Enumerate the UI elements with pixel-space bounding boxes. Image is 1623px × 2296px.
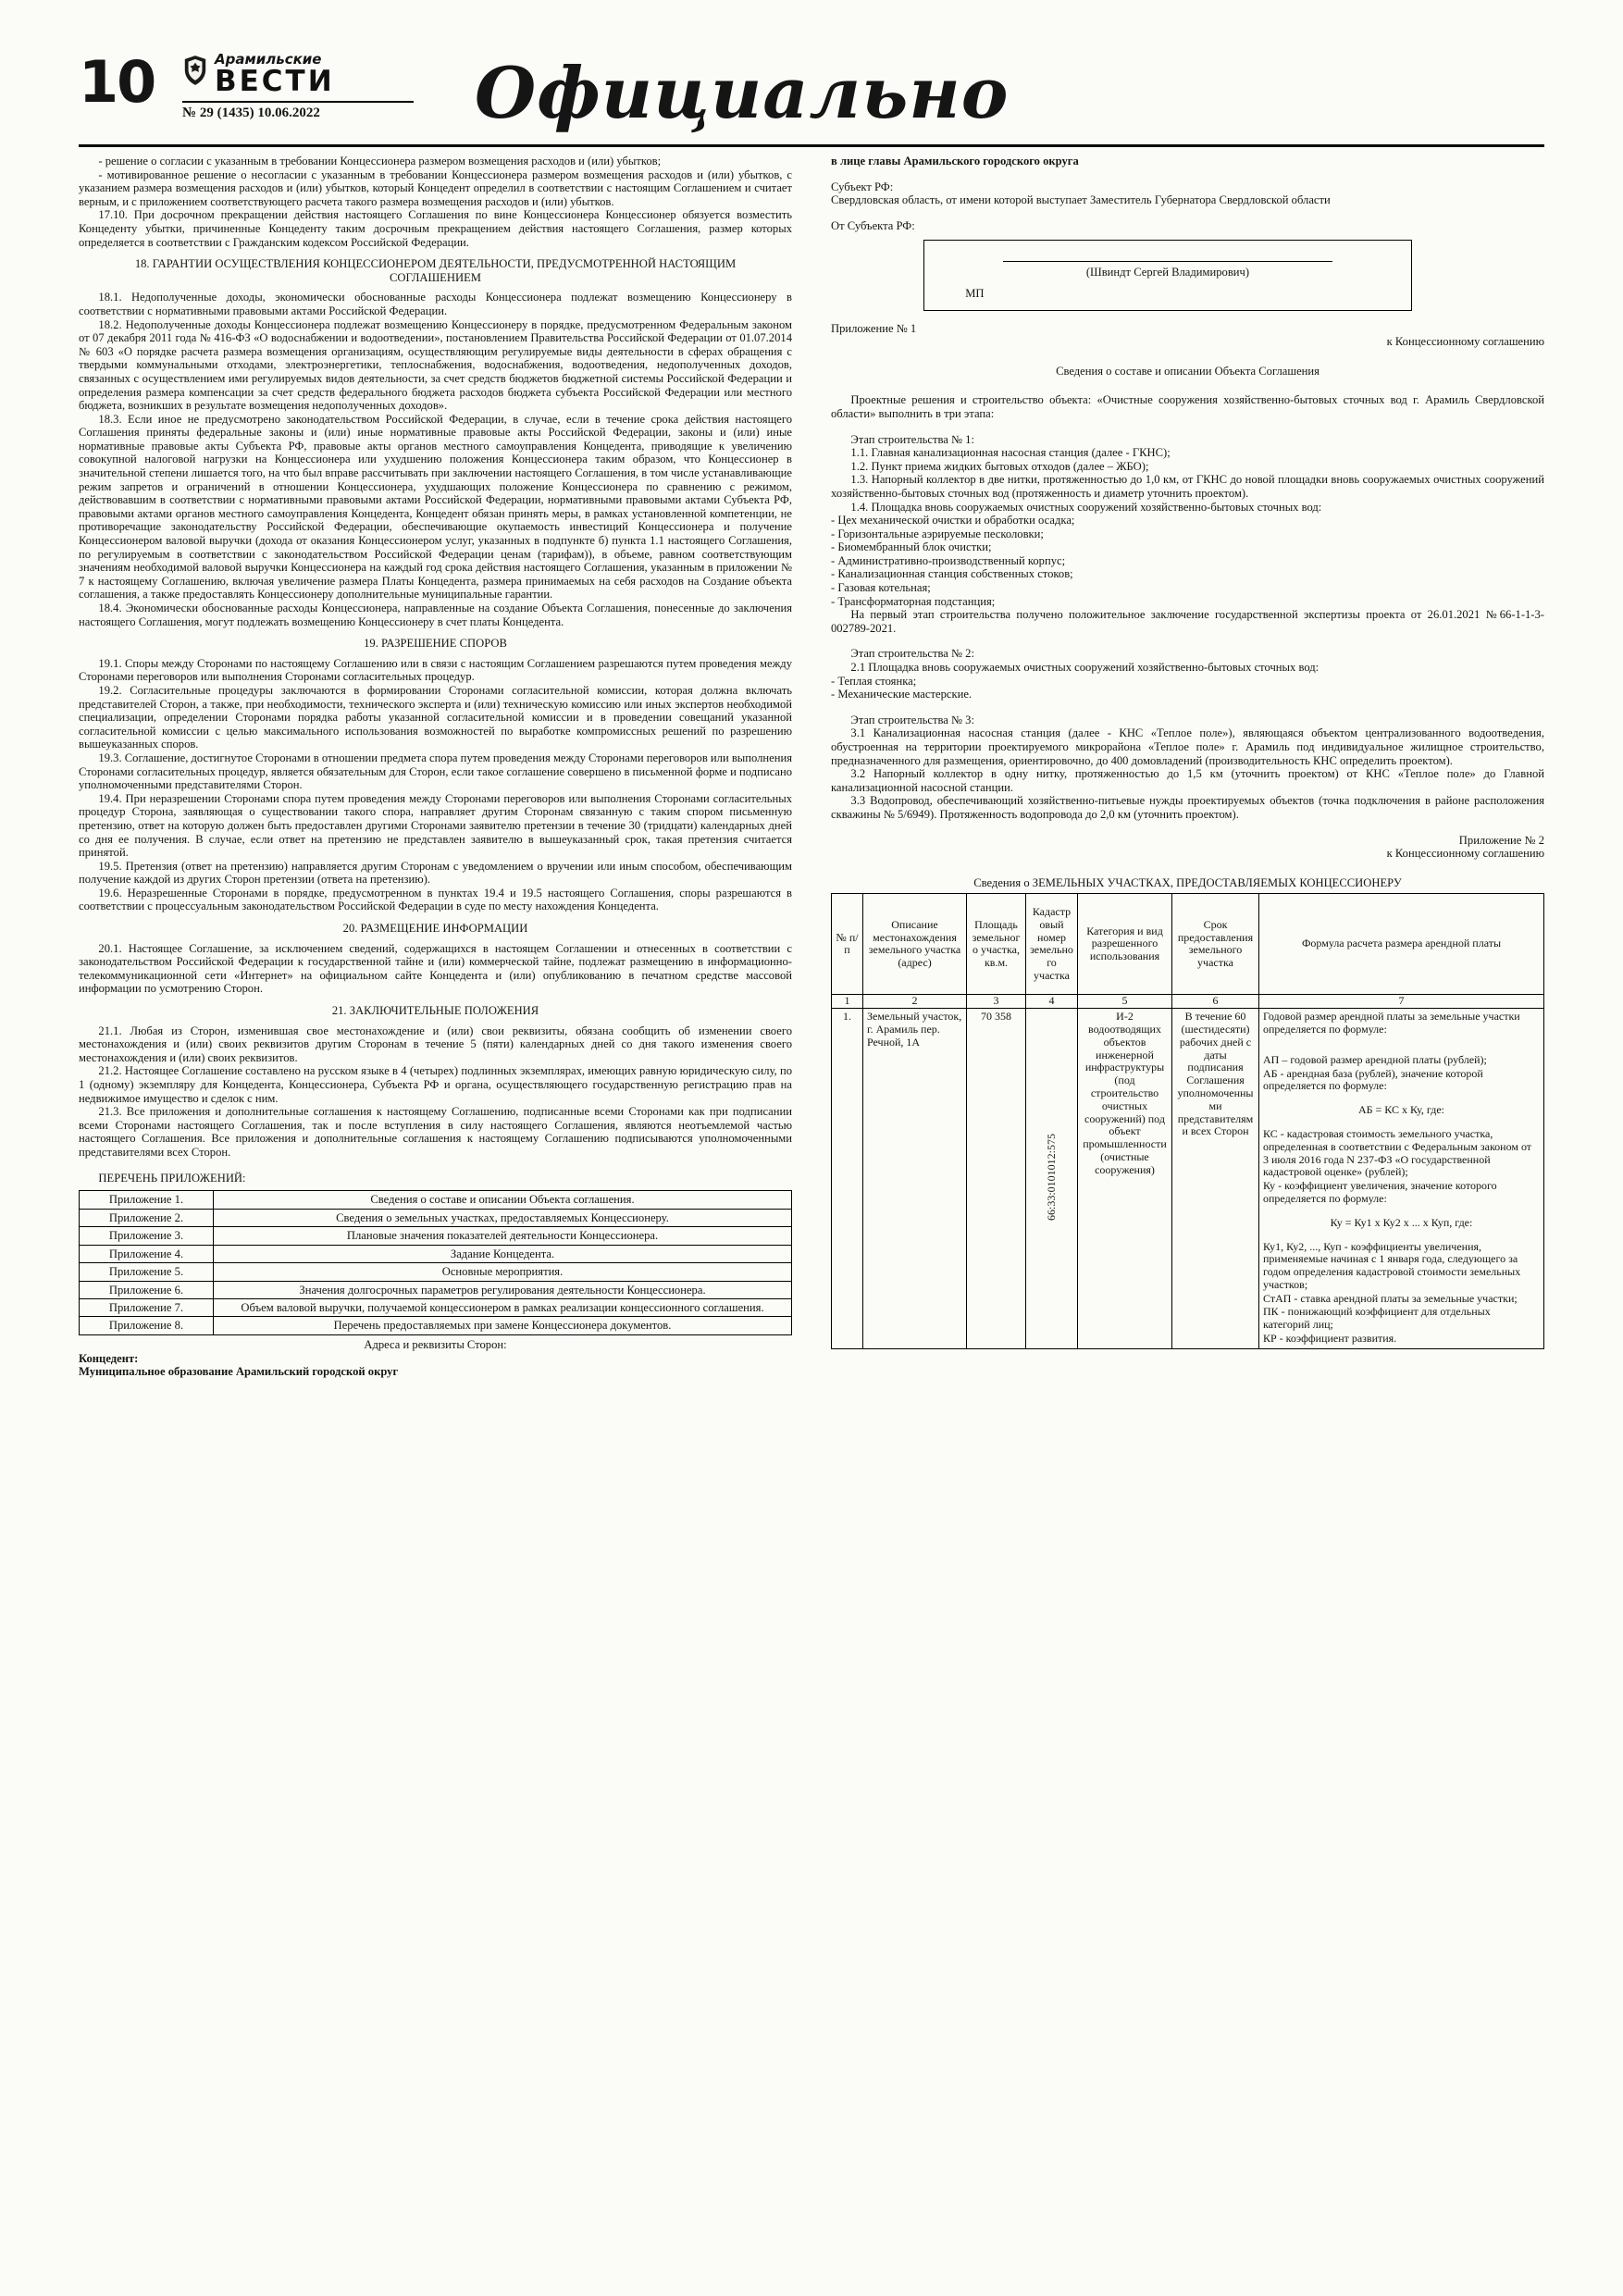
col-header-num: № п/п <box>832 894 863 995</box>
table-cell: Основные мероприятия. <box>214 1263 792 1281</box>
formula-line <box>1263 1094 1540 1101</box>
concedent-name: Муниципальное образование Арамильский городской округ <box>79 1365 399 1379</box>
paragraph: 19.3. Соглашение, достигнутое Сторонами в отношении предмета спора путем проведения между Сторонами переговоров или выполнения Сторонами согласительных процедур, является обязательным для Сторон, если такое соглашение совершено в письменной форме и подписано уполномоченными представителями Сторон. <box>79 751 792 792</box>
table-cell: Приложение 8. <box>80 1317 214 1334</box>
section-heading: 21. ЗАКЛЮЧИТЕЛЬНЫЕ ПОЛОЖЕНИЯ <box>331 1004 539 1018</box>
masthead-text <box>215 52 335 96</box>
paragraph: - Биомембранный блок очистки; <box>831 540 992 554</box>
table-cell: Задание Концедента. <box>214 1245 792 1262</box>
paragraph: 3.1 Канализационная насосная станция (далее - КНС «Теплое поле»), являющаяся объектом централизованного водоотведения, обустроенная на территории проектируемого микрорайона «Теплое поле» г. Арамиль под индивидуальное жилищное строительство, предназначенного для размещения, ориентировочно, до 400 домовладений (производительность КНС определить проектом). <box>831 726 1544 767</box>
left-column <box>79 155 792 1379</box>
paragraph: 17.10. При досрочном прекращении действия настоящего Соглашения по вине Концессионера Концессионер обязуется возместить Концеденту убытки, причиненные Концеденту таким досрочным прекращением действия настоящего Соглашения, размер которых определяется в соответствии с Гражданским кодексом Российской Федерации. <box>79 208 792 249</box>
col-header-category: Категория и вид разрешенного использования <box>1078 894 1172 995</box>
paragraph: - Механические мастерские. <box>831 688 973 701</box>
col-number: 6 <box>1172 995 1259 1009</box>
land-table-data-row <box>832 1009 1544 1349</box>
signature-name: (Швиндт Сергей Владимирович) <box>1085 266 1250 279</box>
page-header <box>79 46 1544 147</box>
table-cell: Приложение 4. <box>80 1245 214 1262</box>
paragraph: На первый этап строительства получено положительное заключение государственной экспертизы проекта от 26.01.2021 №66-1-1-3-002789-2021. <box>831 608 1544 635</box>
formula-line: КС - кадастровая стоимость земельного участка, определенная в соответствии с Федеральным законом от 3 июля 2016 года N 237-ФЗ «О государственной кадастровой оценке» (рублей); <box>1263 1126 1532 1179</box>
table-row <box>80 1209 792 1226</box>
col-number: 7 <box>1259 995 1544 1009</box>
left-column-text <box>79 155 792 1185</box>
paragraph: Проектные решения и строительство объекта: «Очистные сооружения хозяйственно-бытовых сточных вод г. Арамиль Свердловской области» выполнить в три этапа: <box>831 393 1544 420</box>
paragraph: Приложение № 2 <box>1458 833 1544 847</box>
paragraph: Сведения о составе и описании Объекта Соглашения <box>1056 364 1319 378</box>
cell-formula <box>1259 1009 1544 1349</box>
formula-line: СтАП - ставка арендной платы за земельные участки; <box>1263 1291 1518 1305</box>
col-number: 4 <box>1026 995 1078 1009</box>
paragraph <box>831 421 1544 433</box>
formula-text <box>1263 1011 1540 1346</box>
signature-mp-label: МП <box>965 286 985 300</box>
formula-line: КР - коэффициент развития. <box>1263 1332 1397 1346</box>
paragraph: От Субъекта РФ: <box>831 218 915 232</box>
paragraph: 19.5. Претензия (ответ на претензию) направляется другим Сторонам с уведомлением о вручении или иным способом, обеспечивающим получение каждой из других Сторон претензии (ответа на претензию). <box>79 859 792 887</box>
paragraph: 3.2 Напорный коллектор в одну нитку, протяженностью до 1,5 км (уточнить проектом) от КНС «Теплое поле» до Главной канализационной насосной станции. <box>831 767 1544 794</box>
issue-line: № 29 (1435) 10.06.2022 <box>182 101 414 121</box>
formula-line: АБ - арендная база (рублей), значение которой определяется по формуле: <box>1263 1066 1483 1093</box>
addresses-line: Адреса и реквизиты Сторон: <box>364 1337 507 1351</box>
table-cell: Приложение 1. <box>80 1191 214 1209</box>
table-cell: Сведения о составе и описании Объекта соглашения. <box>214 1191 792 1209</box>
paragraph: ПЕРЕЧЕНЬ ПРИЛОЖЕНИЙ: <box>98 1171 246 1185</box>
paragraph <box>831 701 1544 714</box>
table-row <box>80 1281 792 1298</box>
paragraph: 19.6. Неразрешенные Сторонами в порядке, предусмотренном в пунктах 19.4 и 19.5 настоящего Соглашения, споры разрешаются в соответствии с процессуальным законодательством Российской Федерации в суде по месту нахождения Концедента. <box>79 886 792 913</box>
land-parcels-table <box>831 893 1544 1349</box>
table-cell: Приложение 2. <box>80 1209 214 1226</box>
paragraph: 21.3. Все приложения и дополнительные соглашения к настоящему Соглашению, подписанные всеми Сторонами как при подписании всеми Сторонами настоящего Соглашения, так и после вступления в силу настоящего Соглашения, являются неотъемлемой частью настоящего Соглашения. Все приложения и дополнительные соглашения к настоящему Соглашению подписываются уполномоченными представителями всех Сторон. <box>79 1105 792 1159</box>
paragraph: Свердловская область, от имени которой выступает Заместитель Губернатора Свердловской области <box>831 193 1331 207</box>
coat-of-arms-icon <box>182 55 208 91</box>
paragraph: - решение о согласии с указанным в требовании Концессионера размером возмещения расходов и (или) убытков; <box>98 155 662 168</box>
paragraph: 21.1. Любая из Сторон, изменившая свое местонахождение и (или) свои реквизиты, обязана сообщить об изменении своего местонахождения и (или) своих реквизитов другим Сторонам в течение 5 (пяти) календарных дней со дня такого изменения своего местонахождения и (или) своих реквизитов. <box>79 1024 792 1064</box>
paragraph: 21.2. Настоящее Соглашение составлено на русском языке в 4 (четырех) подлинных экземплярах, имеющих равную юридическую силу, по 1 (одному) экземпляру для Концедента, Концессионера, Субъекта РФ и органа, осуществляющего государственную регистрацию прав на недвижимое имущество и сделок с ним. <box>79 1064 792 1105</box>
paragraph <box>79 1160 792 1172</box>
col-number: 1 <box>832 995 863 1009</box>
formula-line <box>1263 1046 1540 1053</box>
paragraph: - Газовая котельная; <box>831 581 931 595</box>
table-cell: Приложение 7. <box>80 1298 214 1316</box>
formula-line: Ку - коэффициент увеличения, значение которого определяется по формуле: <box>1263 1179 1497 1205</box>
paragraph <box>831 207 1544 219</box>
signature-line <box>1003 261 1332 262</box>
col-header-cadastral: Кадастровый номер земельного участка <box>1026 894 1078 995</box>
table-cell: Приложение 3. <box>80 1227 214 1245</box>
paragraph: 19.2. Согласительные процедуры заключаются в формировании Сторонами согласительной комиссии, которая должна включать представителей Сторон, а также, при необходимости, технического эксперта и (или) техническую комиссию или иных экспертов необходимой специализации, определении Сторонами порядка работы указанной согласительной комиссии и в проведении совещаний указанной согласительной комиссии с целью максимального использования возможностей по выработке компромиссных решений по разрешению вышеуказанных споров. <box>79 683 792 751</box>
formula-line: Годовой размер арендной платы за земельные участки определяется по формуле: <box>1263 1010 1520 1036</box>
paragraph: 19.4. При неразрешении Сторонами спора путем проведения между Сторонами переговоров или выполнения Сторонами согласительных процедур Сторона, заявляющая о существовании такого спора, направляет другим Сторонам связанную с таким спором письменную претензию, ответ на которую должен быть предоставлен другими Сторонами заявителю претензии в течение 30 (тридцати) календарных дней со дня ее получения. В случае, если ответ на претензию не представлен заявителю в вышеуказанный срок, такая претензия считается принятой. <box>79 791 792 860</box>
cell-address: Земельный участок, г. Арамиль пер. Речной, 1А <box>863 1009 967 1349</box>
paragraph: в лице главы Арамильского городского округа <box>831 155 1079 168</box>
col-header-address: Описание местонахождения земельного участка (адрес) <box>863 894 967 995</box>
formula-line: Ку1, Ку2, ..., Куп - коэффициенты увеличения, применяемые начиная с 1 января года, следующего за годом определения кадастровой стоимости земельных участков; <box>1263 1239 1521 1291</box>
cell-category: И-2 водоотводящих объектов инженерной инфраструктуры (под строительство очистных сооружений) под объект промышленности (очистные сооружения) <box>1078 1009 1172 1349</box>
right-column-top-text <box>831 155 1544 232</box>
right-column <box>831 155 1544 1379</box>
body-columns <box>79 147 1544 1379</box>
paragraph: 1.2. Пункт приема жидких бытовых отходов (далее – ЖБО); <box>850 459 1149 473</box>
masthead <box>182 52 414 121</box>
table-cell: Приложение 6. <box>80 1281 214 1298</box>
appendix-table <box>79 1190 792 1335</box>
paragraph: - Административно-производственный корпус; <box>831 553 1066 567</box>
table-cell: Перечень предоставляемых при замене Концессионера документов. <box>214 1317 792 1334</box>
paragraph: Этап строительства № 1: <box>850 432 974 446</box>
formula-line <box>1263 1207 1540 1214</box>
col-header-term: Срок предоставления земельного участка <box>1172 894 1259 995</box>
masthead-title: ВЕСТИ <box>215 64 335 98</box>
paragraph <box>831 168 1544 180</box>
cell-cadastral <box>1026 1009 1078 1349</box>
land-table-number-row <box>832 995 1544 1009</box>
paragraph: Этап строительства № 2: <box>850 647 974 661</box>
paragraph: Субъект РФ: <box>831 180 894 193</box>
table-row <box>80 1245 792 1262</box>
table-row <box>80 1263 792 1281</box>
appendix-table-body <box>80 1191 792 1335</box>
table-cell: Значения долгосрочных параметров регулирования деятельности Концессионера. <box>214 1281 792 1298</box>
paragraph: 1.3. Напорный коллектор в две нитки, протяженностью до 1,0 км, от ГКНС до новой площадки вновь сооружаемых очистных сооружений хозяйственно-бытовых сточных вод (протяженность и диаметр уточнить проектом). <box>831 473 1544 500</box>
paragraph: 3.3 Водопровод, обеспечивающий хозяйственно-питьевые нужды проектируемых объектов (точка подключения в районе расположения скважины № 5/6949). Протяженность водопровода до 2,0 км (уточнить проектом). <box>831 794 1544 821</box>
section-heading: 18. ГАРАНТИИ ОСУЩЕСТВЛЕНИЯ КОНЦЕССИОНЕРОМ ДЕЯТЕЛЬНОСТИ, ПРЕДУСМОТРЕННОЙ НАСТОЯЩИМ СОГЛАШЕНИЕМ <box>134 257 737 284</box>
paragraph: Приложение № 1 <box>831 321 917 335</box>
right-column-text <box>831 322 1544 890</box>
paragraph <box>831 822 1544 834</box>
paragraph <box>831 861 1544 873</box>
paragraph: 1.1. Главная канализационная насосная станция (далее - ГКНС); <box>850 446 1171 460</box>
concedent-label: Концедент: <box>79 1351 139 1365</box>
paragraph: к Концессионному соглашению <box>1386 335 1544 349</box>
formula-line <box>1263 1120 1540 1127</box>
paragraph <box>831 349 1544 361</box>
table-row <box>80 1227 792 1245</box>
masthead-city: Арамильские <box>215 51 322 68</box>
col-number: 3 <box>967 995 1026 1009</box>
paragraph: - Трансформаторная подстанция; <box>831 594 996 608</box>
paragraph: 18.3. Если иное не предусмотрено законодательством Российской Федерации, в случае, если в течение срока действия настоящего Соглашения приняты федеральные законы и (или) иные нормативные правовые акты Российской Федерации, законы и (или) иные нормативные правовые акты Субъекта РФ, правовые акты органов местного самоуправления Концедента, приводящие к увеличению совокупной налоговой нагрузки на Концессионера или ухудшению положения Концессионера таким образом, что Концессионер в значительной степени лишается того, на что был вправе рассчитывать при заключении настоящего Соглашения, в том числе устанавливающие режим запретов и ограничений в отношении Концессионера, ухудшающих положение Концессионера по сравнению с режимом, действовавшим в соответствии с нормативными правовыми актами Российской Федерации, нормативными правовыми актами Субъекта РФ, правовыми актами органов местного самоуправления Концедента, Концедент обязан принять меры, в рамках установленной компетенции, не противоречащие законодательству Российской Федерации, обеспечивающие окупаемость инвестиций Концессионера и получение Концессионером валовой выручки (дохода от оказания Концессионером услуг, указанных в подпункте б) пункта 1.1 настоящего Соглашения, по регулируемым в соответствии с законодательством Российской Федерации ценам (тарифам)), в объеме, равном соответствующим значениям необходимой валовой выручки Концессионера на каждый год срока действия настоящего Соглашения, указанным в приложении № 7 к настоящему Соглашению, включая увеличение размера Платы Концедента, размера принимаемых на себя расходов на Создание объекта соглашения, а также предоставлять Концессионеру дополнительные муниципальные гарантии. <box>79 412 792 602</box>
paragraph: Сведения о ЗЕМЕЛЬНЫХ УЧАСТКАХ, ПРЕДОСТАВЛЯЕМЫХ КОНЦЕССИОНЕРУ <box>973 875 1402 889</box>
formula-line <box>1263 1233 1540 1240</box>
paragraph: - мотивированное решение о несогласии с указанным в требовании Концессионера размером возмещения расходов и (или) убытков, с указанием размера возмещения расходов и (или) убытков, который Концедент определил в соответствии с настоящим Соглашением и считает верным, и с приложением соответствующего расчета такого размера возмещения расходов и (или) убытков. <box>79 168 792 208</box>
paragraph: 18.4. Экономически обоснованные расходы Концессионера, направленные на создание Объекта Соглашения, понесенные до заключения настоящего Соглашения, могут подлежать возмещению Концессионеру в счет платы Концедента. <box>79 602 792 628</box>
paragraph: 18.1. Недополученные доходы, экономически обоснованные расходы Концессионера подлежат возмещению Концессионеру в соответствии с нормативными правовыми актами Российской Федерации. <box>79 291 792 317</box>
cadastral-number-vertical: 66:33:0101012:575 <box>1044 1133 1058 1221</box>
cell-term: В течение 60 (шестидесяти) рабочих дней с даты подписания Соглашения уполномоченными представителями всех Сторон <box>1172 1009 1259 1349</box>
paragraph: - Цех механической очистки и обработки осадка; <box>831 514 1075 527</box>
paragraph: 20.1. Настоящее Соглашение, за исключением сведений, содержащихся в настоящем Соглашении и отнесенных в соответствии с законодательством Российской Федерации к государственной тайне и (или) коммерческой тайне, подлежат размещению в информационно-телекоммуникационной сети «Интернет» на официальном сайте Концедента и (или) опубликованию в печатном средстве массовой информации по усмотрению Сторон. <box>79 941 792 996</box>
page-number: 10 <box>79 48 155 116</box>
section-heading: 20. РАЗМЕЩЕНИЕ ИНФОРМАЦИИ <box>342 922 528 936</box>
paragraph <box>831 635 1544 647</box>
cell-area: 70 358 <box>967 1009 1026 1349</box>
paragraph: - Канализационная станция собственных стоков; <box>831 567 1073 581</box>
section-heading: 19. РАЗРЕШЕНИЕ СПОРОВ <box>364 637 507 651</box>
section-title: Официально <box>475 52 1010 134</box>
paragraph: к Концессионному соглашению <box>1386 847 1544 861</box>
table-row <box>80 1317 792 1334</box>
paragraph: - Горизонтальные аэрируемые песколовки; <box>831 527 1044 540</box>
land-table-header-row <box>832 894 1544 995</box>
col-number: 2 <box>863 995 967 1009</box>
table-row <box>80 1191 792 1209</box>
table-cell: Плановые значения показателей деятельности Концессионера. <box>214 1227 792 1245</box>
paragraph: Этап строительства № 3: <box>850 713 974 726</box>
paragraph <box>831 381 1544 393</box>
paragraph: 19.1. Споры между Сторонами по настоящему Соглашению или в связи с настоящим Соглашением разрешаются путем проведения между Сторонами переговоров или выполнения Сторонами согласительных процедур. <box>79 656 792 684</box>
paragraph: - Теплая стоянка; <box>831 674 917 688</box>
col-header-area: Площадь земельного участка, кв.м. <box>967 894 1026 995</box>
table-cell: Сведения о земельных участках, предоставляемых Концессионеру. <box>214 1209 792 1226</box>
table-cell: Приложение 5. <box>80 1263 214 1281</box>
masthead-logo <box>182 52 414 96</box>
formula-line: Ку = Ку1 х Ку2 х ... х Куп, где: <box>1330 1215 1473 1229</box>
signature-box <box>923 240 1411 310</box>
col-number: 5 <box>1078 995 1172 1009</box>
paragraph: 2.1 Площадка вновь сооружаемых очистных сооружений хозяйственно-бытовых сточных вод: <box>850 661 1319 675</box>
cell-row-num: 1. <box>832 1009 863 1349</box>
formula-line: АП – годовой размер арендной платы (рублей); <box>1263 1052 1487 1066</box>
paragraph: 1.4. Площадка вновь сооружаемых очистных сооружений хозяйственно-бытовых сточных вод: <box>850 500 1322 514</box>
formula-line: АБ = КС х Ку, где: <box>1357 1103 1445 1117</box>
table-row <box>80 1298 792 1316</box>
table-cell: Объем валовой выручки, получаемой концессионером в рамках реализации концессионного соглашения. <box>214 1298 792 1316</box>
col-header-formula: Формула расчета размера арендной платы <box>1259 894 1544 995</box>
formula-line: ПК - понижающий коэффициент для отдельных категорий лиц; <box>1263 1305 1491 1332</box>
paragraph: 18.2. Недополученные доходы Концессионера подлежат возмещению Концессионеру в порядке, предусмотренном Федеральным законом от 07 декабря 2011 года № 416-ФЗ «О водоснабжении и водоотведении», постановлением Правительства Российской Федерации от 01.07.2014 № 603 «О порядке расчета размера возмещения организациям, осуществляющим регулируемые виды деятельности в сферах обращения с твердыми коммунальными отходами, электроэнергетики, теплоснабжения, водоснабжения, водоотведения, недополученных доходов, связанных с осуществлением ими регулируемых видов деятельности, за счет средств бюджетов бюджетной системы Российской Федерации и определения размера компенсации за счет средств федерального бюджета расходов бюджета субъекта Российской Федерации или местного бюджета, возникших в результате возмещения недополученных доходов». <box>79 317 792 413</box>
formula-line <box>1263 1037 1540 1045</box>
